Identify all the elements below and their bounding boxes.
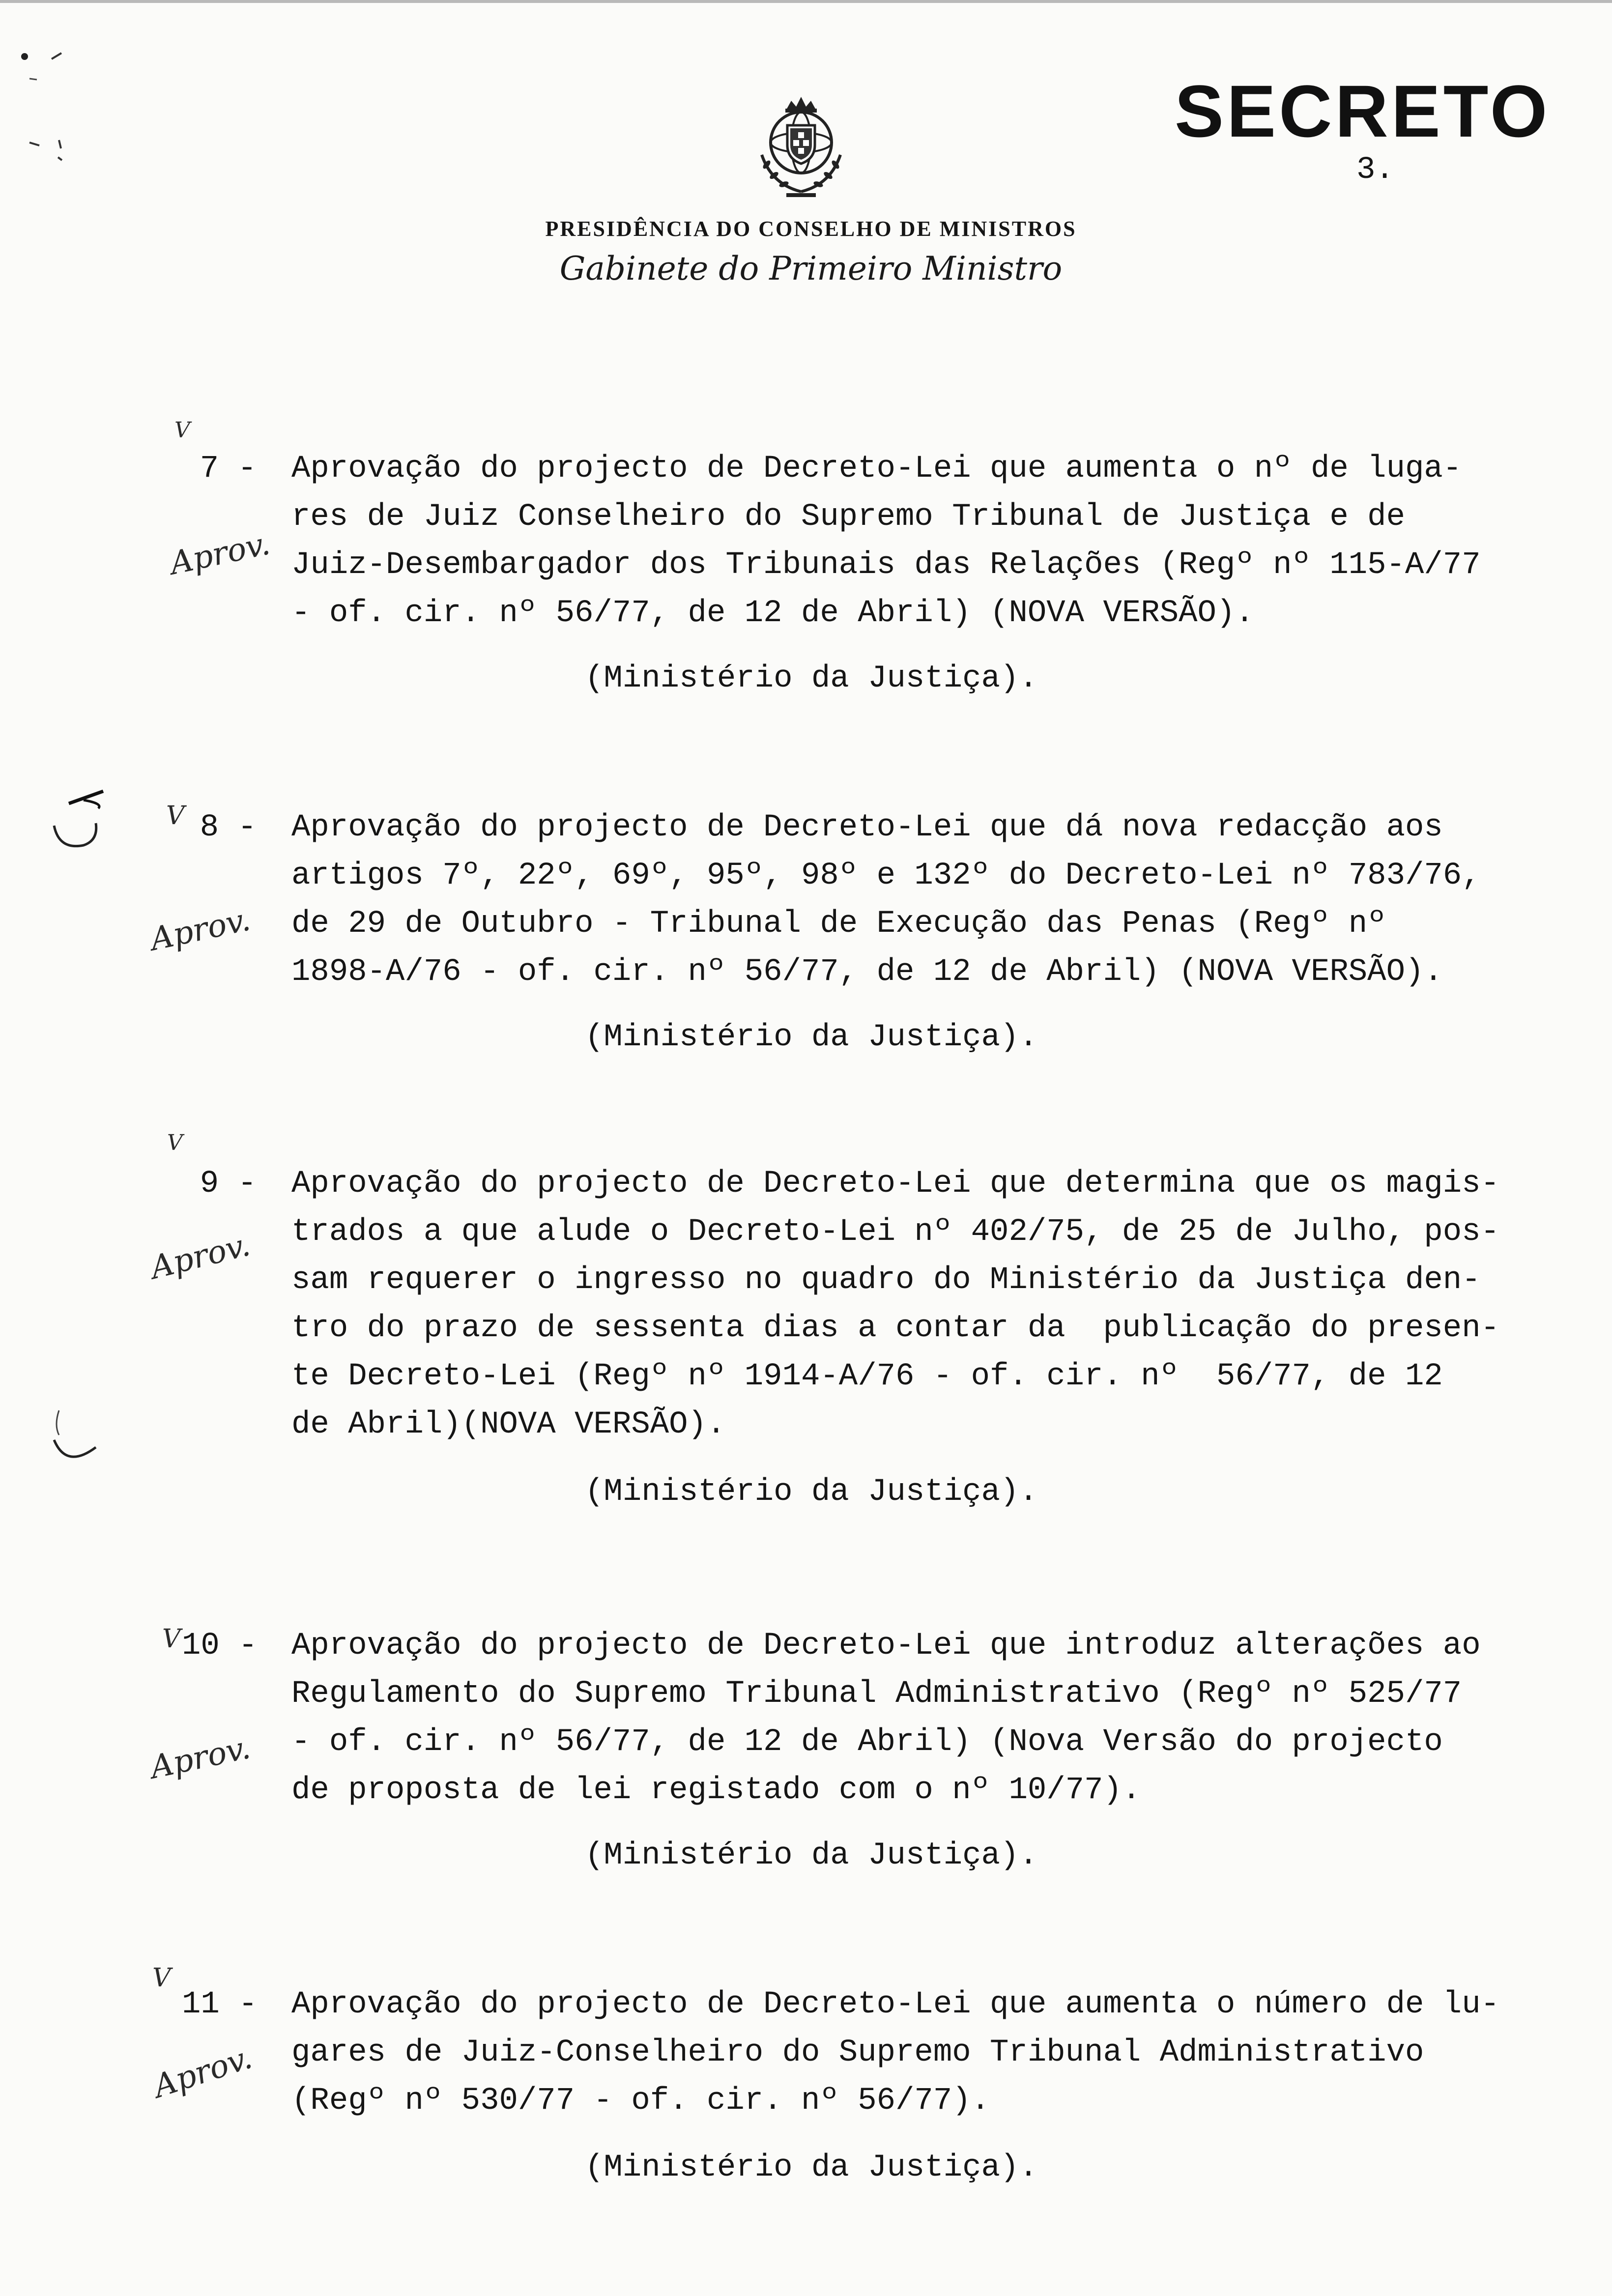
handwritten-approval-note: Aprov. (147, 1227, 254, 1287)
item-number: 9 - (200, 1166, 257, 1202)
item-line: sam requerer o ingresso no quadro do Ministério da Justiça den- (291, 1263, 1481, 1298)
item-line: res de Juiz Conselheiro do Supremo Tribunal de Justiça e de (291, 499, 1405, 535)
item-line: (Regº nº 530/77 - of. cir. nº 56/77). (291, 2083, 990, 2119)
item-line: Juiz-Desembargador dos Tribunais das Relações (Regº nº 115-A/77 (291, 547, 1481, 583)
handwritten-check-mark: V (162, 1624, 181, 1654)
item-ministry: (Ministério da Justiça). (585, 1474, 1038, 1510)
letterhead-organization: PRESIDÊNCIA DO CONSELHO DE MINISTROS (545, 217, 1077, 241)
item-line: - of. cir. nº 56/77, de 12 de Abril) (NOVA VERSÃO). (291, 596, 1254, 631)
handwritten-check-mark: V (174, 418, 190, 443)
margin-ink-dots (10, 39, 79, 177)
item-description (291, 804, 1569, 996)
item-line: trados a que alude o Decreto-Lei nº 402/75, de 25 de Julho, pos- (291, 1214, 1499, 1250)
item-number: 7 - (200, 451, 257, 487)
handwritten-approval-note: Aprov. (147, 1729, 254, 1786)
handwritten-check-mark: V (166, 801, 185, 831)
margin-hook-mark (39, 1406, 118, 1474)
margin-hook-mark (39, 776, 118, 855)
handwritten-approval-note: Aprov. (147, 901, 254, 958)
item-ministry: (Ministério da Justiça). (585, 1020, 1038, 1055)
item-line: - of. cir. nº 56/77, de 12 de Abril) (Nova Versão do projecto (291, 1724, 1443, 1760)
item-ministry: (Ministério da Justiça). (585, 2150, 1038, 2185)
item-line: gares de Juiz-Conselheiro do Supremo Tribunal Administrativo (291, 2035, 1424, 2070)
item-number: 8 - (200, 810, 257, 845)
item-line: 1898-A/76 - of. cir. nº 56/77, de 12 de Abril) (NOVA VERSÃO). (291, 954, 1443, 990)
item-description (291, 1160, 1569, 1449)
handwritten-approval-note: Aprov. (167, 525, 273, 582)
item-line: de 29 de Outubro - Tribunal de Execução das Penas (Regº nº (291, 906, 1386, 942)
item-description (291, 445, 1569, 637)
item-line: Regulamento do Supremo Tribunal Administrativo (Regº nº 525/77 (291, 1676, 1462, 1712)
item-description (291, 1622, 1569, 1814)
item-line: artigos 7º, 22º, 69º, 95º, 98º e 132º do Decreto-Lei nº 783/76, (291, 858, 1481, 893)
item-line: te Decreto-Lei (Regº nº 1914-A/76 - of. cir. nº 56/77, de 12 (291, 1359, 1443, 1394)
portuguese-coat-of-arms-icon (727, 86, 875, 204)
item-line: Aprovação do projecto de Decreto-Lei que determina que os magis- (291, 1166, 1499, 1202)
item-description (291, 1980, 1569, 2125)
item-line: Aprovação do projecto de Decreto-Lei que aumenta o nº de luga- (291, 451, 1462, 487)
item-line: de proposta de lei registado com o nº 10/77). (291, 1773, 1141, 1808)
item-line: tro do prazo de sessenta dias a contar da publicação do presen- (291, 1311, 1499, 1346)
item-line: Aprovação do projecto de Decreto-Lei que aumenta o número de lu- (291, 1987, 1499, 2022)
letterhead-office: Gabinete do Primeiro Ministro (559, 250, 1063, 287)
top-border-line (0, 0, 1612, 3)
item-line: Aprovação do projecto de Decreto-Lei que introduz alterações ao (291, 1628, 1481, 1664)
handwritten-check-mark: V (152, 1963, 171, 1993)
handwritten-check-mark: V (167, 1130, 183, 1155)
classification-stamp: SECRETO (1175, 70, 1551, 152)
item-ministry: (Ministério da Justiça). (585, 1838, 1038, 1873)
item-line: de Abril)(NOVA VERSÃO). (291, 1407, 726, 1442)
page-number: 3. (1356, 152, 1394, 188)
item-line: Aprovação do projecto de Decreto-Lei que dá nova redacção aos (291, 810, 1443, 845)
item-number: 10 - (182, 1628, 258, 1664)
handwritten-approval-note: Aprov. (149, 2039, 257, 2105)
item-ministry: (Ministério da Justiça). (585, 661, 1038, 696)
item-number: 11 - (182, 1987, 258, 2022)
